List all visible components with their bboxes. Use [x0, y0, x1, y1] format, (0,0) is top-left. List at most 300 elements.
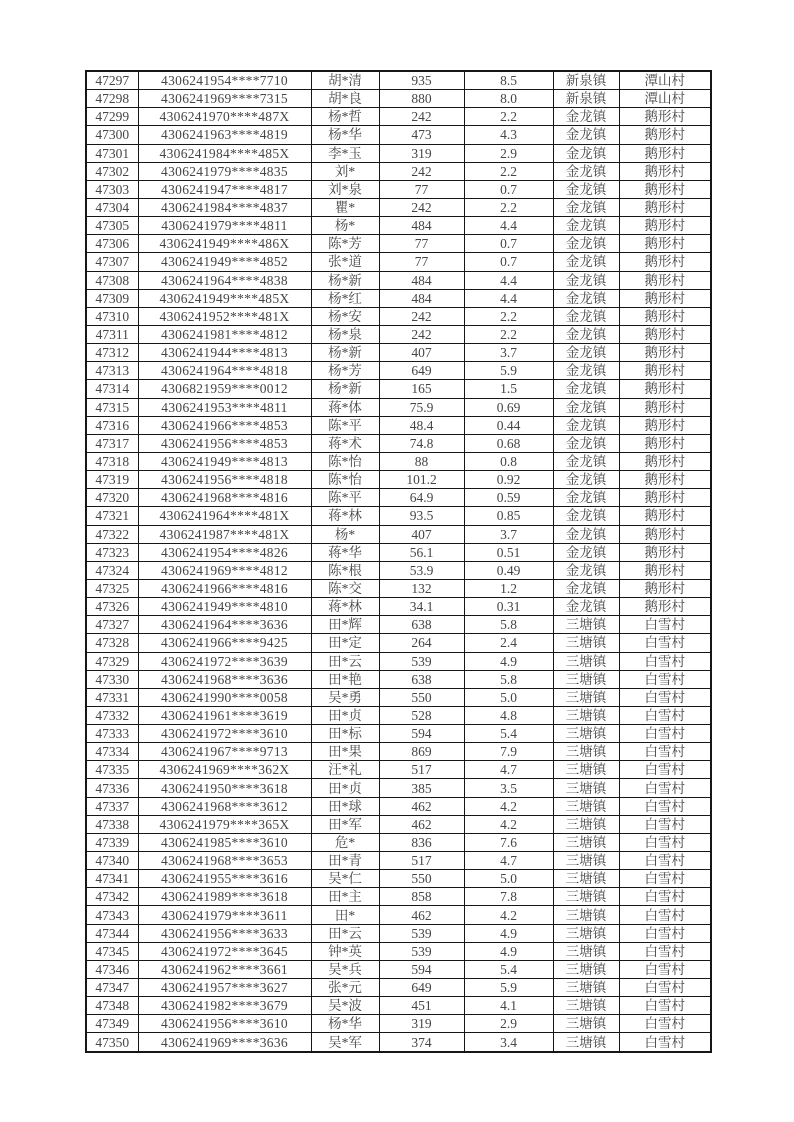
amount-cell: 836 — [379, 833, 464, 851]
amount-cell: 242 — [379, 325, 464, 343]
table-row — [86, 634, 711, 652]
seq-cell: 47304 — [86, 198, 138, 216]
seq-cell: 47331 — [86, 688, 138, 706]
seq-cell: 47333 — [86, 725, 138, 743]
id-number-cell: 4306241950****3618 — [138, 779, 311, 797]
town-cell: 金龙镇 — [553, 235, 619, 253]
table-row — [86, 235, 711, 253]
town-cell: 三塘镇 — [553, 997, 619, 1015]
amount-cell: 34.1 — [379, 598, 464, 616]
town-cell: 三塘镇 — [553, 888, 619, 906]
village-cell: 白雪村 — [619, 1015, 711, 1033]
table-row — [86, 924, 711, 942]
village-cell: 白雪村 — [619, 743, 711, 761]
town-cell: 三塘镇 — [553, 688, 619, 706]
table-row — [86, 543, 711, 561]
table-row — [86, 725, 711, 743]
town-cell: 金龙镇 — [553, 289, 619, 307]
amount-cell: 649 — [379, 362, 464, 380]
id-number-cell: 4306241949****4852 — [138, 253, 311, 271]
town-cell: 三塘镇 — [553, 833, 619, 851]
id-number-cell: 4306241981****4812 — [138, 325, 311, 343]
amount-cell: 539 — [379, 652, 464, 670]
rate-cell: 5.8 — [464, 670, 553, 688]
name-cell: 蒋*术 — [311, 434, 379, 452]
rate-cell: 4.9 — [464, 652, 553, 670]
seq-cell: 47336 — [86, 779, 138, 797]
name-cell: 田* — [311, 906, 379, 924]
table-row — [86, 598, 711, 616]
rate-cell: 2.2 — [464, 162, 553, 180]
rate-cell: 0.85 — [464, 507, 553, 525]
seq-cell: 47324 — [86, 561, 138, 579]
amount-cell: 242 — [379, 108, 464, 126]
seq-cell: 47345 — [86, 942, 138, 960]
village-cell: 鹅形村 — [619, 271, 711, 289]
amount-cell: 880 — [379, 90, 464, 108]
village-cell: 白雪村 — [619, 979, 711, 997]
amount-cell: 462 — [379, 797, 464, 815]
town-cell: 三塘镇 — [553, 1015, 619, 1033]
amount-cell: 473 — [379, 126, 464, 144]
table-row — [86, 271, 711, 289]
name-cell: 刘* — [311, 162, 379, 180]
name-cell: 田*球 — [311, 797, 379, 815]
rate-cell: 4.9 — [464, 924, 553, 942]
seq-cell: 47320 — [86, 489, 138, 507]
table-row — [86, 362, 711, 380]
record-table-body — [86, 71, 711, 1052]
town-cell: 金龙镇 — [553, 144, 619, 162]
village-cell: 白雪村 — [619, 942, 711, 960]
name-cell: 蒋*体 — [311, 398, 379, 416]
village-cell: 潭山村 — [619, 71, 711, 90]
town-cell: 三塘镇 — [553, 979, 619, 997]
id-number-cell: 4306241949****4813 — [138, 452, 311, 470]
name-cell: 田*主 — [311, 888, 379, 906]
amount-cell: 484 — [379, 217, 464, 235]
amount-cell: 484 — [379, 289, 464, 307]
table-row — [86, 289, 711, 307]
seq-cell: 47335 — [86, 761, 138, 779]
town-cell: 三塘镇 — [553, 634, 619, 652]
id-number-cell: 4306241984****4837 — [138, 198, 311, 216]
table-row — [86, 579, 711, 597]
rate-cell: 7.6 — [464, 833, 553, 851]
village-cell: 白雪村 — [619, 833, 711, 851]
rate-cell: 3.5 — [464, 779, 553, 797]
seq-cell: 47332 — [86, 706, 138, 724]
rate-cell: 7.8 — [464, 888, 553, 906]
amount-cell: 242 — [379, 307, 464, 325]
id-number-cell: 4306241956****4818 — [138, 471, 311, 489]
seq-cell: 47312 — [86, 344, 138, 362]
village-cell: 鹅形村 — [619, 543, 711, 561]
seq-cell: 47306 — [86, 235, 138, 253]
rate-cell: 5.8 — [464, 616, 553, 634]
seq-cell: 47319 — [86, 471, 138, 489]
rate-cell: 0.68 — [464, 434, 553, 452]
seq-cell: 47342 — [86, 888, 138, 906]
name-cell: 杨*华 — [311, 126, 379, 144]
amount-cell: 407 — [379, 344, 464, 362]
amount-cell: 550 — [379, 870, 464, 888]
table-row — [86, 507, 711, 525]
name-cell: 危* — [311, 833, 379, 851]
amount-cell: 101.2 — [379, 471, 464, 489]
table-row — [86, 670, 711, 688]
table-row — [86, 979, 711, 997]
name-cell: 吴*兵 — [311, 960, 379, 978]
name-cell: 杨*新 — [311, 344, 379, 362]
name-cell: 陈*平 — [311, 489, 379, 507]
amount-cell: 858 — [379, 888, 464, 906]
town-cell: 金龙镇 — [553, 525, 619, 543]
seq-cell: 47314 — [86, 380, 138, 398]
amount-cell: 517 — [379, 852, 464, 870]
table-row — [86, 471, 711, 489]
village-cell: 白雪村 — [619, 852, 711, 870]
name-cell: 李*玉 — [311, 144, 379, 162]
id-number-cell: 4306241956****3610 — [138, 1015, 311, 1033]
id-number-cell: 4306241966****9425 — [138, 634, 311, 652]
id-number-cell: 4306241954****4826 — [138, 543, 311, 561]
name-cell: 陈*芳 — [311, 235, 379, 253]
town-cell: 三塘镇 — [553, 1033, 619, 1052]
name-cell: 张*道 — [311, 253, 379, 271]
rate-cell: 0.7 — [464, 180, 553, 198]
village-cell: 鹅形村 — [619, 307, 711, 325]
seq-cell: 47311 — [86, 325, 138, 343]
town-cell: 金龙镇 — [553, 471, 619, 489]
amount-cell: 264 — [379, 634, 464, 652]
id-number-cell: 4306241964****4818 — [138, 362, 311, 380]
id-number-cell: 4306241968****3612 — [138, 797, 311, 815]
town-cell: 金龙镇 — [553, 198, 619, 216]
town-cell: 三塘镇 — [553, 706, 619, 724]
name-cell: 田*辉 — [311, 616, 379, 634]
seq-cell: 47307 — [86, 253, 138, 271]
rate-cell: 4.8 — [464, 706, 553, 724]
town-cell: 金龙镇 — [553, 344, 619, 362]
village-cell: 鹅形村 — [619, 416, 711, 434]
name-cell: 陈*平 — [311, 416, 379, 434]
seq-cell: 47343 — [86, 906, 138, 924]
town-cell: 金龙镇 — [553, 253, 619, 271]
name-cell: 陈*根 — [311, 561, 379, 579]
village-cell: 白雪村 — [619, 997, 711, 1015]
amount-cell: 528 — [379, 706, 464, 724]
table-row — [86, 217, 711, 235]
village-cell: 白雪村 — [619, 924, 711, 942]
village-cell: 鹅形村 — [619, 289, 711, 307]
rate-cell: 8.5 — [464, 71, 553, 90]
seq-cell: 47297 — [86, 71, 138, 90]
table-row — [86, 525, 711, 543]
seq-cell: 47300 — [86, 126, 138, 144]
village-cell: 白雪村 — [619, 761, 711, 779]
id-number-cell: 4306241985****3610 — [138, 833, 311, 851]
name-cell: 吴*波 — [311, 997, 379, 1015]
table-row — [86, 416, 711, 434]
rate-cell: 4.2 — [464, 815, 553, 833]
rate-cell: 0.92 — [464, 471, 553, 489]
name-cell: 胡*清 — [311, 71, 379, 90]
rate-cell: 2.2 — [464, 108, 553, 126]
name-cell: 刘*泉 — [311, 180, 379, 198]
seq-cell: 47337 — [86, 797, 138, 815]
id-number-cell: 4306241949****4810 — [138, 598, 311, 616]
seq-cell: 47334 — [86, 743, 138, 761]
town-cell: 三塘镇 — [553, 652, 619, 670]
id-number-cell: 4306241968****3653 — [138, 852, 311, 870]
amount-cell: 550 — [379, 688, 464, 706]
seq-cell: 47303 — [86, 180, 138, 198]
rate-cell: 4.2 — [464, 797, 553, 815]
id-number-cell: 4306241968****4816 — [138, 489, 311, 507]
amount-cell: 242 — [379, 198, 464, 216]
rate-cell: 0.69 — [464, 398, 553, 416]
amount-cell: 88 — [379, 452, 464, 470]
name-cell: 杨* — [311, 525, 379, 543]
id-number-cell: 4306241964****481X — [138, 507, 311, 525]
seq-cell: 47349 — [86, 1015, 138, 1033]
village-cell: 白雪村 — [619, 797, 711, 815]
rate-cell: 4.4 — [464, 289, 553, 307]
town-cell: 金龙镇 — [553, 180, 619, 198]
rate-cell: 0.8 — [464, 452, 553, 470]
rate-cell: 4.7 — [464, 761, 553, 779]
seq-cell: 47325 — [86, 579, 138, 597]
town-cell: 三塘镇 — [553, 924, 619, 942]
rate-cell: 0.7 — [464, 235, 553, 253]
seq-cell: 47327 — [86, 616, 138, 634]
id-number-cell: 4306241956****4853 — [138, 434, 311, 452]
village-cell: 鹅形村 — [619, 489, 711, 507]
rate-cell: 0.31 — [464, 598, 553, 616]
name-cell: 蒋*林 — [311, 598, 379, 616]
table-row — [86, 561, 711, 579]
village-cell: 鹅形村 — [619, 380, 711, 398]
amount-cell: 75.9 — [379, 398, 464, 416]
amount-cell: 77 — [379, 253, 464, 271]
town-cell: 新泉镇 — [553, 90, 619, 108]
id-number-cell: 4306241962****3661 — [138, 960, 311, 978]
name-cell: 杨*红 — [311, 289, 379, 307]
table-row — [86, 616, 711, 634]
id-number-cell: 4306241969****4812 — [138, 561, 311, 579]
amount-cell: 638 — [379, 616, 464, 634]
rate-cell: 7.9 — [464, 743, 553, 761]
rate-cell: 5.9 — [464, 979, 553, 997]
village-cell: 鹅形村 — [619, 434, 711, 452]
village-cell: 白雪村 — [619, 725, 711, 743]
amount-cell: 56.1 — [379, 543, 464, 561]
table-row — [86, 434, 711, 452]
rate-cell: 5.0 — [464, 870, 553, 888]
rate-cell: 2.2 — [464, 198, 553, 216]
id-number-cell: 4306821959****0012 — [138, 380, 311, 398]
table-row — [86, 90, 711, 108]
id-number-cell: 4306241953****4811 — [138, 398, 311, 416]
amount-cell: 374 — [379, 1033, 464, 1052]
seq-cell: 47317 — [86, 434, 138, 452]
seq-cell: 47344 — [86, 924, 138, 942]
rate-cell: 2.4 — [464, 634, 553, 652]
town-cell: 三塘镇 — [553, 616, 619, 634]
id-number-cell: 4306241979****4835 — [138, 162, 311, 180]
rate-cell: 0.44 — [464, 416, 553, 434]
seq-cell: 47321 — [86, 507, 138, 525]
seq-cell: 47348 — [86, 997, 138, 1015]
name-cell: 杨*新 — [311, 271, 379, 289]
table-row — [86, 198, 711, 216]
table-row — [86, 180, 711, 198]
name-cell: 田*定 — [311, 634, 379, 652]
table-row — [86, 942, 711, 960]
amount-cell: 132 — [379, 579, 464, 597]
name-cell: 陈*怡 — [311, 452, 379, 470]
amount-cell: 319 — [379, 144, 464, 162]
amount-cell: 407 — [379, 525, 464, 543]
id-number-cell: 4306241984****485X — [138, 144, 311, 162]
name-cell: 田*青 — [311, 852, 379, 870]
id-number-cell: 4306241957****3627 — [138, 979, 311, 997]
rate-cell: 2.9 — [464, 144, 553, 162]
rate-cell: 4.7 — [464, 852, 553, 870]
rate-cell: 5.4 — [464, 725, 553, 743]
amount-cell: 539 — [379, 924, 464, 942]
village-cell: 鹅形村 — [619, 598, 711, 616]
table-row — [86, 997, 711, 1015]
town-cell: 金龙镇 — [553, 507, 619, 525]
name-cell: 杨* — [311, 217, 379, 235]
table-row — [86, 344, 711, 362]
town-cell: 三塘镇 — [553, 743, 619, 761]
town-cell: 金龙镇 — [553, 452, 619, 470]
seq-cell: 47328 — [86, 634, 138, 652]
name-cell: 田*果 — [311, 743, 379, 761]
village-cell: 鹅形村 — [619, 162, 711, 180]
town-cell: 三塘镇 — [553, 906, 619, 924]
village-cell: 白雪村 — [619, 1033, 711, 1052]
amount-cell: 165 — [379, 380, 464, 398]
amount-cell: 869 — [379, 743, 464, 761]
village-cell: 白雪村 — [619, 688, 711, 706]
seq-cell: 47339 — [86, 833, 138, 851]
village-cell: 白雪村 — [619, 634, 711, 652]
amount-cell: 319 — [379, 1015, 464, 1033]
id-number-cell: 4306241954****7710 — [138, 71, 311, 90]
amount-cell: 539 — [379, 942, 464, 960]
rate-cell: 4.4 — [464, 271, 553, 289]
village-cell: 鹅形村 — [619, 452, 711, 470]
name-cell: 胡*良 — [311, 90, 379, 108]
village-cell: 鹅形村 — [619, 579, 711, 597]
town-cell: 新泉镇 — [553, 71, 619, 90]
town-cell: 金龙镇 — [553, 325, 619, 343]
amount-cell: 517 — [379, 761, 464, 779]
town-cell: 金龙镇 — [553, 380, 619, 398]
name-cell: 杨*华 — [311, 1015, 379, 1033]
rate-cell: 2.9 — [464, 1015, 553, 1033]
name-cell: 田*贞 — [311, 706, 379, 724]
amount-cell: 93.5 — [379, 507, 464, 525]
town-cell: 三塘镇 — [553, 797, 619, 815]
seq-cell: 47318 — [86, 452, 138, 470]
rate-cell: 0.49 — [464, 561, 553, 579]
id-number-cell: 4306241944****4813 — [138, 344, 311, 362]
table-row — [86, 162, 711, 180]
table-row — [86, 815, 711, 833]
seq-cell: 47338 — [86, 815, 138, 833]
id-number-cell: 4306241947****4817 — [138, 180, 311, 198]
rate-cell: 1.2 — [464, 579, 553, 597]
seq-cell: 47329 — [86, 652, 138, 670]
village-cell: 鹅形村 — [619, 344, 711, 362]
table-row — [86, 144, 711, 162]
seq-cell: 47298 — [86, 90, 138, 108]
seq-cell: 47330 — [86, 670, 138, 688]
amount-cell: 385 — [379, 779, 464, 797]
seq-cell: 47347 — [86, 979, 138, 997]
name-cell: 田*艳 — [311, 670, 379, 688]
table-row — [86, 253, 711, 271]
id-number-cell: 4306241979****4811 — [138, 217, 311, 235]
rate-cell: 4.2 — [464, 906, 553, 924]
town-cell: 金龙镇 — [553, 598, 619, 616]
id-number-cell: 4306241990****0058 — [138, 688, 311, 706]
table-row — [86, 126, 711, 144]
town-cell: 三塘镇 — [553, 670, 619, 688]
table-row — [86, 888, 711, 906]
village-cell: 白雪村 — [619, 706, 711, 724]
name-cell: 蒋*林 — [311, 507, 379, 525]
village-cell: 鹅形村 — [619, 507, 711, 525]
rate-cell: 2.2 — [464, 307, 553, 325]
name-cell: 陈*怡 — [311, 471, 379, 489]
id-number-cell: 4306241972****3645 — [138, 942, 311, 960]
name-cell: 杨*泉 — [311, 325, 379, 343]
seq-cell: 47310 — [86, 307, 138, 325]
table-row — [86, 906, 711, 924]
seq-cell: 47302 — [86, 162, 138, 180]
town-cell: 金龙镇 — [553, 307, 619, 325]
amount-cell: 64.9 — [379, 489, 464, 507]
name-cell: 杨*安 — [311, 307, 379, 325]
name-cell: 田*标 — [311, 725, 379, 743]
amount-cell: 242 — [379, 162, 464, 180]
name-cell: 田*贞 — [311, 779, 379, 797]
village-cell: 白雪村 — [619, 616, 711, 634]
seq-cell: 47323 — [86, 543, 138, 561]
id-number-cell: 4306241989****3618 — [138, 888, 311, 906]
name-cell: 田*军 — [311, 815, 379, 833]
amount-cell: 649 — [379, 979, 464, 997]
table-row — [86, 833, 711, 851]
id-number-cell: 4306241964****3636 — [138, 616, 311, 634]
seq-cell: 47350 — [86, 1033, 138, 1052]
id-number-cell: 4306241961****3619 — [138, 706, 311, 724]
village-cell: 白雪村 — [619, 888, 711, 906]
amount-cell: 48.4 — [379, 416, 464, 434]
seq-cell: 47316 — [86, 416, 138, 434]
village-cell: 鹅形村 — [619, 144, 711, 162]
rate-cell: 5.0 — [464, 688, 553, 706]
table-row — [86, 743, 711, 761]
village-cell: 鹅形村 — [619, 362, 711, 380]
name-cell: 瞿* — [311, 198, 379, 216]
